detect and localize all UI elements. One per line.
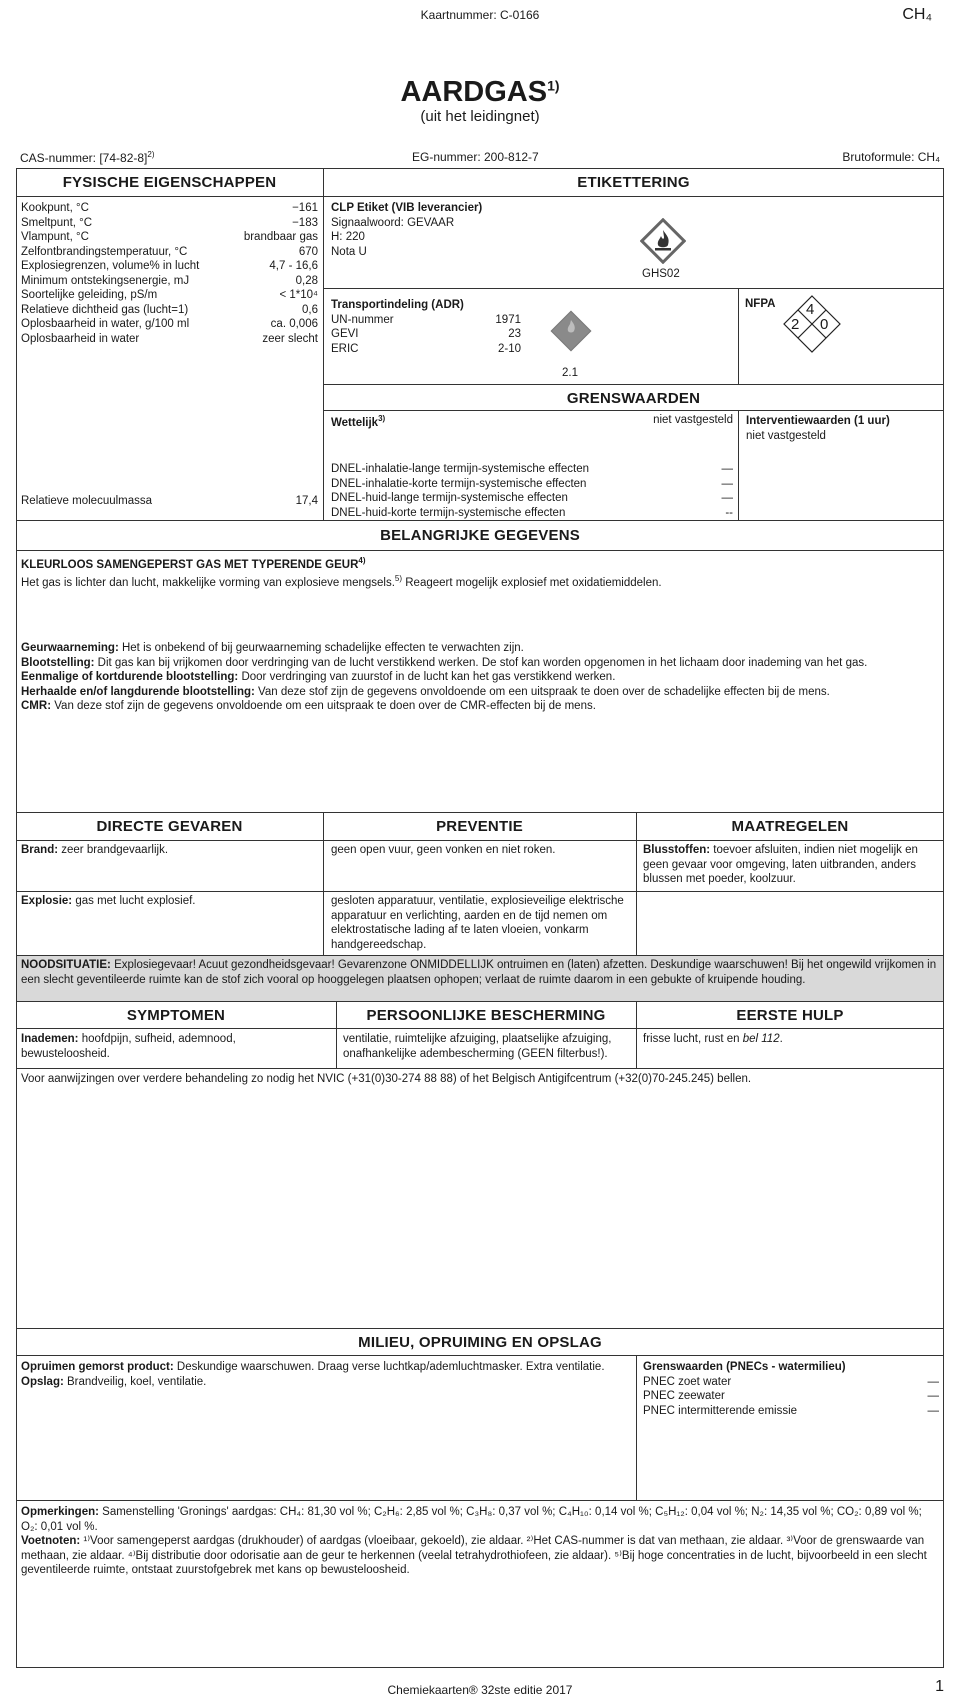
pnec-label: PNEC zoet water	[643, 1375, 732, 1388]
detail-item	[21, 699, 936, 714]
labeling-title: ETIKETTERING	[577, 174, 690, 191]
pnec-label: PNEC zeewater	[643, 1390, 725, 1402]
row-value: brandbaar gas	[243, 231, 318, 243]
adr-flammable-gas-icon	[548, 308, 594, 354]
nfpa-label: NFPA	[745, 298, 776, 310]
fire-meas-text: toevoer afsluiten, indien niet mogelijk en geen gevaar voor omgeving, laten uitbranden, anders blussen met poeder, koolzuur.	[643, 844, 918, 885]
spill-item	[21, 1360, 621, 1375]
row-label: Oplosbaarheid in water, g/100 ml	[21, 318, 190, 330]
row-label: Explosiegrenzen, volume% in lucht	[21, 260, 200, 272]
cas-sup: 2)	[147, 150, 155, 159]
legal-label	[331, 414, 385, 429]
row-label: Smeltpunt, °C	[21, 216, 93, 229]
expl-text: gas met lucht explosief.	[72, 895, 196, 907]
row-label: Soortelijke geleiding, pS/m	[21, 289, 158, 301]
title-sup: 1)	[547, 77, 560, 94]
physical-row	[21, 230, 318, 245]
storage-text: Brandveilig, koel, ventilatie.	[63, 1375, 207, 1388]
detail-text: Dit gas kan bij vrijkomen door verdringing van de lucht verstikkend werken. De stof kan worden opgenomen in het lichaam door inademing van het gas.	[94, 656, 868, 669]
physical-row	[21, 303, 318, 318]
intervention-value: niet vastgesteld	[746, 429, 826, 442]
symptoms-col2: PERSOONLIJKE BESCHERMING	[366, 1007, 606, 1024]
physical-title: FYSISCHE EIGENSCHAPPEN	[62, 174, 277, 191]
symptoms-col3: EERSTE HULP	[736, 1007, 844, 1024]
h-statement: H: 220	[331, 231, 365, 243]
line-sup: 5)	[394, 574, 403, 584]
row-value: −183	[292, 216, 318, 229]
detail-label: Geurwaarneming:	[21, 642, 119, 654]
spill-text: Deskundige waarschuwen. Draag verse luchtkap/ademluchtmasker. Extra ventilatie.	[173, 1361, 605, 1373]
transport-label: GEVI	[331, 328, 359, 340]
divider	[16, 1028, 944, 1029]
transport-label: ERIC	[331, 342, 359, 355]
divider	[16, 1355, 944, 1356]
detail-text: Van deze stof zijn de gegevens onvoldoende om een uitspraak te doen over de CMR-effecten bij de mens.	[51, 700, 596, 712]
personal-protection: ventilatie, ruimtelijke afzuiging, plaatselijke afzuiging, onafhankelijke adembescherming (GEEN filterbus!).	[343, 1033, 612, 1060]
detail-label: CMR:	[21, 700, 52, 712]
pnec-block	[643, 1360, 939, 1418]
dnel-list	[331, 462, 733, 520]
explosion-prevention: gesloten apparatuur, ventilatie, explosieveilige elektrische apparatuur en verlichting, aarden en de tijd nemen om elektrostatische lading af te laten vloeien, vonkarm handgereedschap.	[331, 895, 624, 951]
storage-item	[21, 1375, 621, 1390]
first-aid-call: bel 112	[742, 1033, 780, 1045]
row-value: ca. 0,006	[270, 318, 318, 330]
first-aid	[643, 1032, 939, 1047]
row-label: Minimum ontstekingsenergie, mJ	[21, 274, 190, 287]
detail-label: Blootstelling:	[21, 656, 95, 669]
dnel-row	[331, 477, 733, 492]
dnel-value: —	[721, 492, 733, 504]
dnel-label: DNEL-inhalatie-korte termijn-systemische effecten	[331, 477, 587, 490]
subtitle: (uit het leidingnet)	[420, 108, 540, 125]
divider	[16, 891, 944, 892]
legal-label-text: Wettelijk	[331, 416, 379, 429]
divider	[16, 550, 944, 551]
emergency-body: Explosiegevaar! Acuut gezondheidsgevaar! Gevarenzone ONMIDDELLIJK ontruimen en (laten) afzetten. Deskundige waarschuwen! Bij het ongewild vrijkomen in een slecht geventileerde ruimte kan de stof zich vooral op hooggelegen plaatsen ophopen; verlaat de ruimte daarom in een gebukte of kruipende houding.	[21, 959, 937, 986]
symptoms-col1: SYMPTOMEN	[126, 1007, 226, 1024]
physical-row	[21, 274, 318, 289]
dnel-value: —	[721, 463, 733, 475]
divider	[16, 1500, 944, 1501]
spill-block	[21, 1360, 621, 1389]
dnel-label: DNEL-inhalatie-lange termijn-systemische effecten	[331, 463, 590, 475]
divider	[636, 1355, 637, 1500]
detail-label: Herhaalde en/of langdurende blootstelling:	[21, 685, 255, 698]
treatment-advice: Voor aanwijzingen over verdere behandeling zo nodig het NVIC (+31(0)30-274 88 88) of het Belgisch Antigifcentrum (+32(0)70-245.245) bellen.	[21, 1073, 752, 1085]
row-value: 0,28	[295, 274, 318, 287]
intervention-block	[746, 414, 890, 443]
pnec-row	[643, 1389, 939, 1404]
storage-label: Opslag:	[21, 1375, 64, 1388]
divider	[16, 1328, 944, 1329]
row-label: Oplosbaarheid in water	[21, 332, 140, 345]
divider	[16, 812, 944, 813]
row-label: Vlampunt, °C	[21, 231, 89, 243]
fire-text: zeer brandgevaarlijk.	[58, 844, 169, 856]
row-value: 4,7 - 16,6	[269, 260, 318, 272]
important-details	[21, 641, 936, 714]
formula-corner: CH₄	[902, 6, 932, 23]
physical-row	[21, 317, 318, 332]
physical-row	[21, 332, 318, 347]
divider	[16, 520, 944, 521]
hazards-col2: PREVENTIE	[436, 818, 523, 835]
physical-row	[21, 259, 318, 274]
limits-title: GRENSWAARDEN	[566, 390, 701, 407]
pnec-value: —	[927, 1404, 939, 1417]
divider	[16, 1001, 944, 1002]
detail-item	[21, 685, 936, 700]
legal-value: niet vastgesteld	[653, 414, 733, 426]
pnec-title: Grenswaarden (PNECs - watermilieu)	[643, 1361, 846, 1373]
dnel-label: DNEL-huid-lange termijn-systemische effecten	[331, 492, 568, 504]
remarks-text: Samenstelling 'Gronings' aardgas: CH₄: 81,30 vol %; C₂H₆: 2,85 vol %; C₃H₈: 0,37 vol %; C₄H₁₀: 0,14 vol %; C₅H₁₂: 0,04 vol %; N₂: 14,35 vol %; CO₂: 0,89 vol %; O₂: 0,01 vol %.	[21, 1506, 922, 1533]
molar-mass-row	[21, 494, 318, 509]
legal-sup: 3)	[378, 414, 386, 423]
detail-item	[21, 656, 936, 671]
divider	[738, 410, 739, 520]
row-value: zeer slecht	[262, 332, 318, 345]
footnotes-text: ¹⁾Voor samengeperst aardgas (drukhouder) of aardgas (vloeibaar, gekoeld), zie aldaar. ²⁾Het CAS-nummer is dat van methaan, zie aldaar. ³⁾Voor de grenswaarde van methaan, zie aldaar. ⁴⁾Bij distributie door odorisatie aan de geur te herkennen (veelal tetrahydrothiofeen, zie aldaar). ⁵⁾Bij hoge concentraties in de lucht, bijvoorbeeld in een slecht geventileerde ruimte, ontstaat zuurstofgebrek met kans op bewusteloosheid.	[21, 1535, 927, 1576]
dnel-row	[331, 491, 733, 506]
page-title	[0, 76, 960, 109]
fire-hazard	[21, 843, 319, 858]
nfpa-fire: 4	[806, 301, 815, 318]
transport-row	[331, 313, 521, 328]
pnec-row	[643, 1404, 939, 1419]
physical-row	[21, 245, 318, 260]
physical-row	[21, 216, 318, 231]
fire-label: Brand:	[21, 844, 59, 856]
pnec-value: —	[927, 1375, 939, 1388]
spill-label: Opruimen gemorst product:	[21, 1361, 174, 1373]
important-intro	[21, 554, 936, 591]
fire-measures	[643, 843, 939, 887]
transport-value: 2-10	[497, 342, 521, 355]
fire-meas-label: Blusstoffen:	[643, 844, 711, 856]
line-text: Het gas is lichter dan lucht, makkelijke vorming van explosieve mengsels.	[21, 577, 395, 590]
molar-label: Relatieve molecuulmassa	[21, 495, 153, 507]
expl-label: Explosie:	[21, 895, 73, 907]
transport-label: UN-nummer	[331, 313, 394, 326]
intervention-title: Interventiewaarden (1 uur)	[746, 415, 890, 427]
explosion-hazard	[21, 894, 319, 909]
detail-text: Door verdringing van zuurstof in de lucht kan het gas verstikkend werken.	[238, 671, 616, 683]
detail-item	[21, 670, 936, 685]
pnec-row	[643, 1375, 939, 1390]
nfpa-reactivity: 0	[820, 316, 829, 333]
transport-block	[331, 298, 521, 356]
title-text: AARDGAS	[400, 76, 548, 108]
divider	[16, 1068, 944, 1069]
edition: Chemiekaarten® 32ste editie 2017	[387, 1683, 573, 1697]
ghs02-flame-icon	[640, 218, 686, 264]
detail-text: Van deze stof zijn de gegevens onvoldoende om een uitspraak te doen over de schadelijke effecten bij de mens.	[254, 685, 830, 698]
cas-text: CAS-nummer: [74-82-8]	[20, 151, 148, 165]
transport-value: 1971	[495, 313, 521, 326]
transport-row	[331, 327, 521, 342]
footnotes	[21, 1534, 939, 1578]
bruto-formula: Brutoformule: CH₄	[842, 150, 940, 164]
detail-text: Het is onbekend of bij geurwaarneming schadelijke effecten te verwachten zijn.	[118, 642, 524, 654]
divider	[16, 840, 944, 841]
adr-class: 2.1	[562, 367, 578, 379]
inh-label: Inademen:	[21, 1033, 79, 1045]
inh-text: hoofdpijn, sufheid, ademnood, bewusteloosheid.	[21, 1033, 236, 1060]
divider-v1	[323, 168, 324, 520]
transport-title: Transportindeling (ADR)	[331, 299, 464, 311]
hazards-col3: MAATREGELEN	[731, 818, 849, 835]
pnec-label: PNEC intermitterende emissie	[643, 1404, 798, 1417]
cas-number	[20, 150, 155, 165]
dnel-value: —	[721, 477, 733, 490]
dnel-value: --	[725, 506, 733, 519]
inhalation-symptoms	[21, 1032, 321, 1061]
emergency-text	[21, 958, 939, 987]
dnel-row	[331, 462, 733, 477]
row-value: 0,6	[302, 303, 318, 316]
clp-block	[331, 201, 482, 259]
emergency-label: NOODSITUATIE:	[21, 959, 111, 971]
row-label: Kookpunt, °C	[21, 202, 89, 214]
divider	[16, 196, 323, 197]
clp-title: CLP Etiket (VIB leverancier)	[331, 202, 483, 214]
row-value: 670	[298, 245, 318, 258]
headline-text: KLEURLOOS SAMENGEPERST GAS MET TYPERENDE GEUR	[21, 558, 359, 571]
divider	[323, 384, 944, 385]
transport-row	[331, 342, 521, 357]
remarks-label: Opmerkingen:	[21, 1506, 99, 1518]
first-aid-text: frisse lucht, rust en	[643, 1033, 743, 1045]
eg-number: EG-nummer: 200-812-7	[412, 150, 539, 164]
molar-value: 17,4	[295, 495, 318, 507]
dnel-label: DNEL-huid-korte termijn-systemische effecten	[331, 506, 566, 519]
fire-prevention: geen open vuur, geen vonken en niet roken.	[331, 844, 556, 856]
dnel-row	[331, 506, 733, 521]
first-aid-end: .	[779, 1033, 783, 1045]
transport-value: 23	[508, 328, 521, 340]
divider	[323, 196, 944, 197]
divider	[738, 288, 739, 384]
row-value: < 1*10⁴	[279, 289, 318, 301]
important-headline	[21, 554, 936, 572]
physical-list	[21, 201, 318, 346]
environment-title: MILIEU, OPRUIMING EN OPSLAG	[358, 1334, 602, 1351]
signal-word: Signaalwoord: GEVAAR	[331, 216, 455, 229]
divider	[323, 410, 944, 411]
footnotes-label: Voetnoten:	[21, 1535, 81, 1547]
page-number: 1	[935, 1678, 944, 1695]
pnec-value: —	[927, 1390, 939, 1402]
important-title: BELANGRIJKE GEGEVENS	[380, 527, 580, 544]
nota: Nota U	[331, 245, 367, 258]
row-label: Relatieve dichtheid gas (lucht=1)	[21, 303, 189, 316]
remarks-block	[21, 1505, 939, 1578]
physical-row	[21, 201, 318, 216]
row-value: −161	[292, 202, 318, 214]
detail-label: Eenmalige of kortdurende blootstelling:	[21, 671, 239, 683]
hazards-col1: DIRECTE GEVAREN	[96, 818, 243, 835]
important-line	[21, 572, 936, 590]
remarks	[21, 1505, 939, 1534]
divider	[323, 288, 944, 289]
line-text-b: Reageert mogelijk explosief met oxidatiemiddelen.	[402, 577, 662, 590]
detail-item	[21, 641, 936, 656]
row-label: Zelfontbrandingstemperatuur, °C	[21, 245, 188, 258]
card-number: Kaartnummer: C-0166	[420, 8, 540, 22]
ghs-code: GHS02	[642, 268, 680, 280]
headline-sup: 4)	[358, 556, 366, 565]
physical-row	[21, 288, 318, 303]
nfpa-health: 2	[791, 316, 800, 333]
